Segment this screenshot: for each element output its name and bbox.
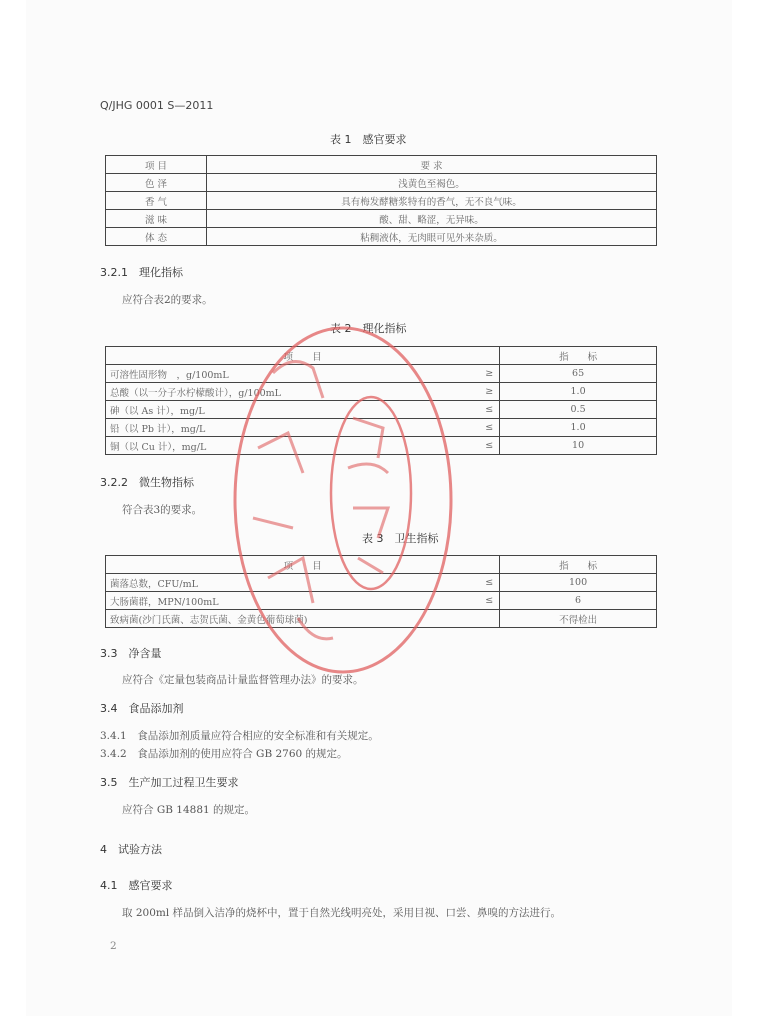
table-cell: 大肠菌群，MPN/100mL [106,592,366,610]
section-3-5-heading: 3.5 生产加工过程卫生要求 [100,776,239,789]
table-cell: ≤ [365,419,500,437]
table-cell: ≥ [365,383,500,401]
table1-caption: 表 1 感官要求 [330,133,407,146]
section-4-1-heading: 4.1 感官要求 [100,879,173,892]
red-seal-stamp [228,318,458,683]
table1-sensory [105,155,657,246]
table-row [106,192,657,210]
table-cell: 铅（以 Pb 计），mg/L [106,419,366,437]
section-3-2-2-heading: 3.2.2 微生物指标 [100,476,194,489]
table-cell: ≤ [365,401,500,419]
table2-caption: 表 2 理化指标 [330,322,407,335]
table-cell: ≤ [365,592,500,610]
table-cell: 粘稠液体，无肉眼可见外来杂质。 [207,228,657,246]
section-4-heading: 4 试验方法 [100,843,162,856]
section-3-2-2-text: 符合表3的要求。 [122,504,203,516]
table-cell: 香 气 [106,192,207,210]
table-header-cell: 指 标 [500,347,657,365]
table-cell: 浅黄色至褐色。 [207,174,657,192]
table-cell: 酸、甜、略涩，无异味。 [207,210,657,228]
table-header-cell: 项 目 [106,347,500,365]
table-cell: ≤ [365,437,500,455]
section-3-4-1-text: 3.4.1 食品添加剂质量应符合相应的安全标准和有关规定。 [100,730,379,742]
table-cell: 滋 味 [106,210,207,228]
table-row [106,210,657,228]
table3-caption: 表 3 卫生指标 [362,532,439,545]
section-3-3-text: 应符合《定量包装商品计量监督管理办法》的要求。 [122,674,364,686]
table-cell: 1.0 [500,383,657,401]
table-cell: 色 泽 [106,174,207,192]
table-cell: 致病菌(沙门氏菌、志贺氏菌、金黄色葡萄球菌) [106,610,366,628]
section-3-4-2-text: 3.4.2 食品添加剂的使用应符合 GB 2760 的规定。 [100,748,348,760]
table-header-cell: 项 目 [106,156,207,174]
table-cell: 不得检出 [500,610,657,628]
table-cell: 65 [500,365,657,383]
table-cell: 1.0 [500,419,657,437]
table-cell: 体 态 [106,228,207,246]
section-3-5-text: 应符合 GB 14881 的规定。 [122,804,256,816]
page-number: 2 [110,940,117,952]
table-cell: 砷（以 As 计），mg/L [106,401,366,419]
table-cell: 铜（以 Cu 计），mg/L [106,437,366,455]
section-3-3-heading: 3.3 净含量 [100,647,162,660]
table-cell: 0.5 [500,401,657,419]
table-cell: 可溶性固形物 ，g/100mL [106,365,366,383]
section-3-2-1-heading: 3.2.1 理化指标 [100,266,183,279]
standard-code: Q/JHG 0001 S—2011 [100,99,214,112]
table-cell: ≤ [365,574,500,592]
section-3-2-1-text: 应符合表2的要求。 [122,294,213,306]
table-header-cell: 项 目 [106,556,500,574]
table-row [106,174,657,192]
table-row [106,228,657,246]
table-header-cell: 要 求 [207,156,657,174]
table-cell: 100 [500,574,657,592]
table-cell: 菌落总数，CFU/mL [106,574,366,592]
section-4-1-text: 取 200ml 样品倒入洁净的烧杯中，置于自然光线明亮处，采用目视、口尝、鼻嗅的方法进行。 [122,907,562,919]
table-cell: 10 [500,437,657,455]
section-3-4-heading: 3.4 食品添加剂 [100,702,184,715]
table-header-row [106,156,657,174]
table-header-cell: 指 标 [500,556,657,574]
table-cell: 总酸（以一分子水柠檬酸计），g/100mL [106,383,366,401]
table-cell: ≥ [365,365,500,383]
table-cell: 6 [500,592,657,610]
table-cell: 具有梅发酵糖浆特有的香气，无不良气味。 [207,192,657,210]
